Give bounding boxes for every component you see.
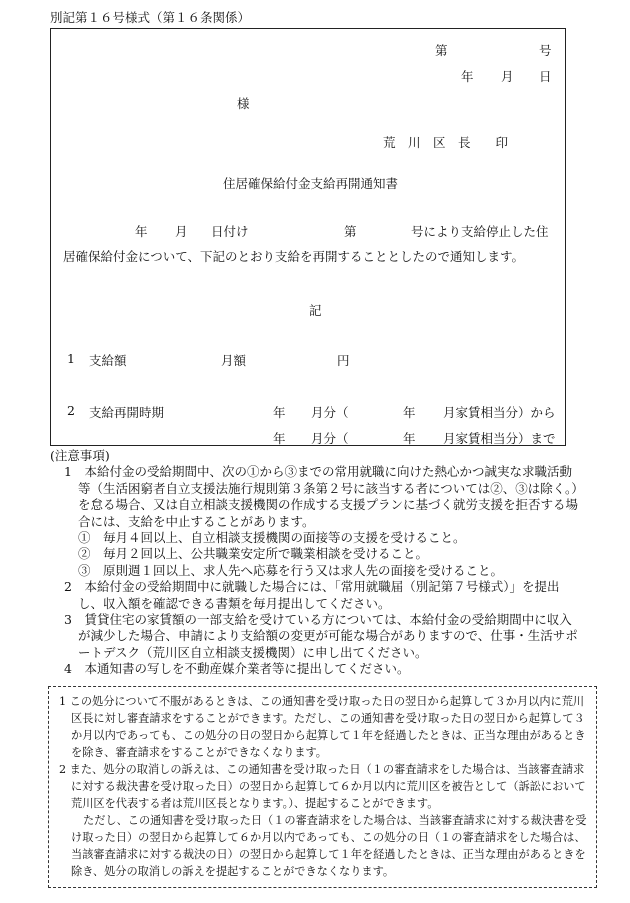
- ki-heading: 記: [309, 303, 322, 318]
- note-4: 4 本通知書の写しを不動産媒介業者等に提出してください。: [64, 661, 410, 677]
- note-1-sub-3: ③ 原則週１回以上、求人先へ応募を行う又は求人先の面接を受けること。: [78, 562, 504, 578]
- item2-row1-bun: 月分（: [311, 405, 349, 420]
- intro-line2: 居確保給付金について、下記のとおり支給を再開することとしたので通知します。: [63, 249, 525, 264]
- note-2: 2 本給付金の受給期間中に就職した場合には、「常用就職届（別記第７号様式）」を提出し、収入額を確認できる書類を毎月提出してください。: [64, 579, 560, 611]
- item2-row1-rent: 月家賃相当分）から: [443, 405, 556, 420]
- appeal-notice-box: [48, 686, 597, 888]
- item2-number: 2: [67, 403, 75, 418]
- intro-hizuke: 日付け: [211, 224, 249, 239]
- addressee-suffix: 様: [237, 96, 250, 111]
- intro-tsuki: 月: [175, 224, 188, 239]
- intro-nen: 年: [135, 224, 148, 239]
- date-tsuki: 月: [501, 69, 514, 84]
- appeal-paragraph-2: 2 また、処分の取消しの訴えは、この通知書を受け取った日（１の審査請求をした場合は、当該審査請求に対する裁決書を受け取った日）の翌日から起算して６か月以内に荒川区を被告として（訴訟において荒川区を代表する者は荒川区長となります。）、提起することができます。: [59, 763, 586, 810]
- issuer-name: 荒 川 区 長 印: [383, 135, 509, 150]
- note-1: 1 本給付金の受給期間中、次の①から③までの常用就職に向けた熱心かつ誠実な求職活動等（生活困窮者自立支援法施行規則第３条第２号に該当する者については②、③は除く。）を怠る場合、又は自立相談支援機関の作成する支援プランに基づく就労支援を拒否する場合には、支給を中止することがあります。: [64, 464, 579, 529]
- date-hi: 日: [539, 69, 552, 84]
- item2-row2-rent: 月家賃相当分）まで: [443, 431, 556, 446]
- doc-number-dai: 第: [435, 43, 448, 58]
- intro-dai: 第: [344, 224, 357, 239]
- note-1-sub-2: ② 毎月２回以上、公共職業安定所で職業相談を受けること。: [78, 546, 429, 562]
- item1-label: 支給額: [89, 353, 127, 368]
- intro-rest: 号により支給停止した住: [411, 224, 549, 239]
- note-3: 3 賃貸住宅の家賃額の一部支給を受けている方については、本給付金の受給期間中に収入が減少した場合、申請により支給額の変更が可能な場合がありますので、仕事・生活サポートデスク（荒川区自立相談支援機関）に申し出てください。: [64, 612, 578, 660]
- appeal-paragraph-3: ただし、この通知書を受け取った日（１の審査請求をした場合は、当該審査請求に対する裁決書を受け取った日）の翌日から起算して６か月以内であっても、この処分の日（１の審査請求をした場合は、当該審査請求に対する裁決の日）の翌日から起算して１年を経過したときは、正当な理由があるときを除き、処分の取消しの訴えを提起することができなくなります。: [71, 814, 587, 878]
- item2-row2-bun: 月分（: [311, 431, 349, 446]
- item2-row1-nen: 年: [273, 405, 286, 420]
- notes-heading: (注意事項): [50, 448, 110, 463]
- appeal-paragraph-1: 1 この処分について不服があるときは、この通知書を受け取った日の翌日から起算して３か月以内に荒川区長に対し審査請求をすることができます。ただし、この通知書を受け取った日の翌日から起算して３か月以内であっても、この処分の日の翌日から起算して１年を経過したときは、正当な理由があるときを除き、審査請求をすることができなくなります。: [59, 695, 586, 759]
- item1-yen: 円: [337, 353, 350, 368]
- notes-section: [50, 448, 578, 678]
- doc-number-go: 号: [539, 43, 552, 58]
- document-title: 住居確保給付金支給再開通知書: [223, 176, 399, 191]
- item2-row1-nen2: 年: [403, 405, 416, 420]
- item2-row2-nen2: 年: [403, 431, 416, 446]
- form-header: 別記第１６号様式（第１６条関係）: [50, 10, 251, 25]
- item2-row2-nen: 年: [273, 431, 286, 446]
- note-1-sub-1: ① 毎月４回以上、自立相談支援機関の面接等の支援を受けること。: [78, 530, 466, 546]
- item1-number: 1: [67, 351, 75, 366]
- item2-label: 支給再開時期: [89, 405, 165, 420]
- date-nen: 年: [461, 69, 474, 84]
- notice-box: [50, 28, 566, 446]
- item1-monthly: 月額: [221, 353, 247, 368]
